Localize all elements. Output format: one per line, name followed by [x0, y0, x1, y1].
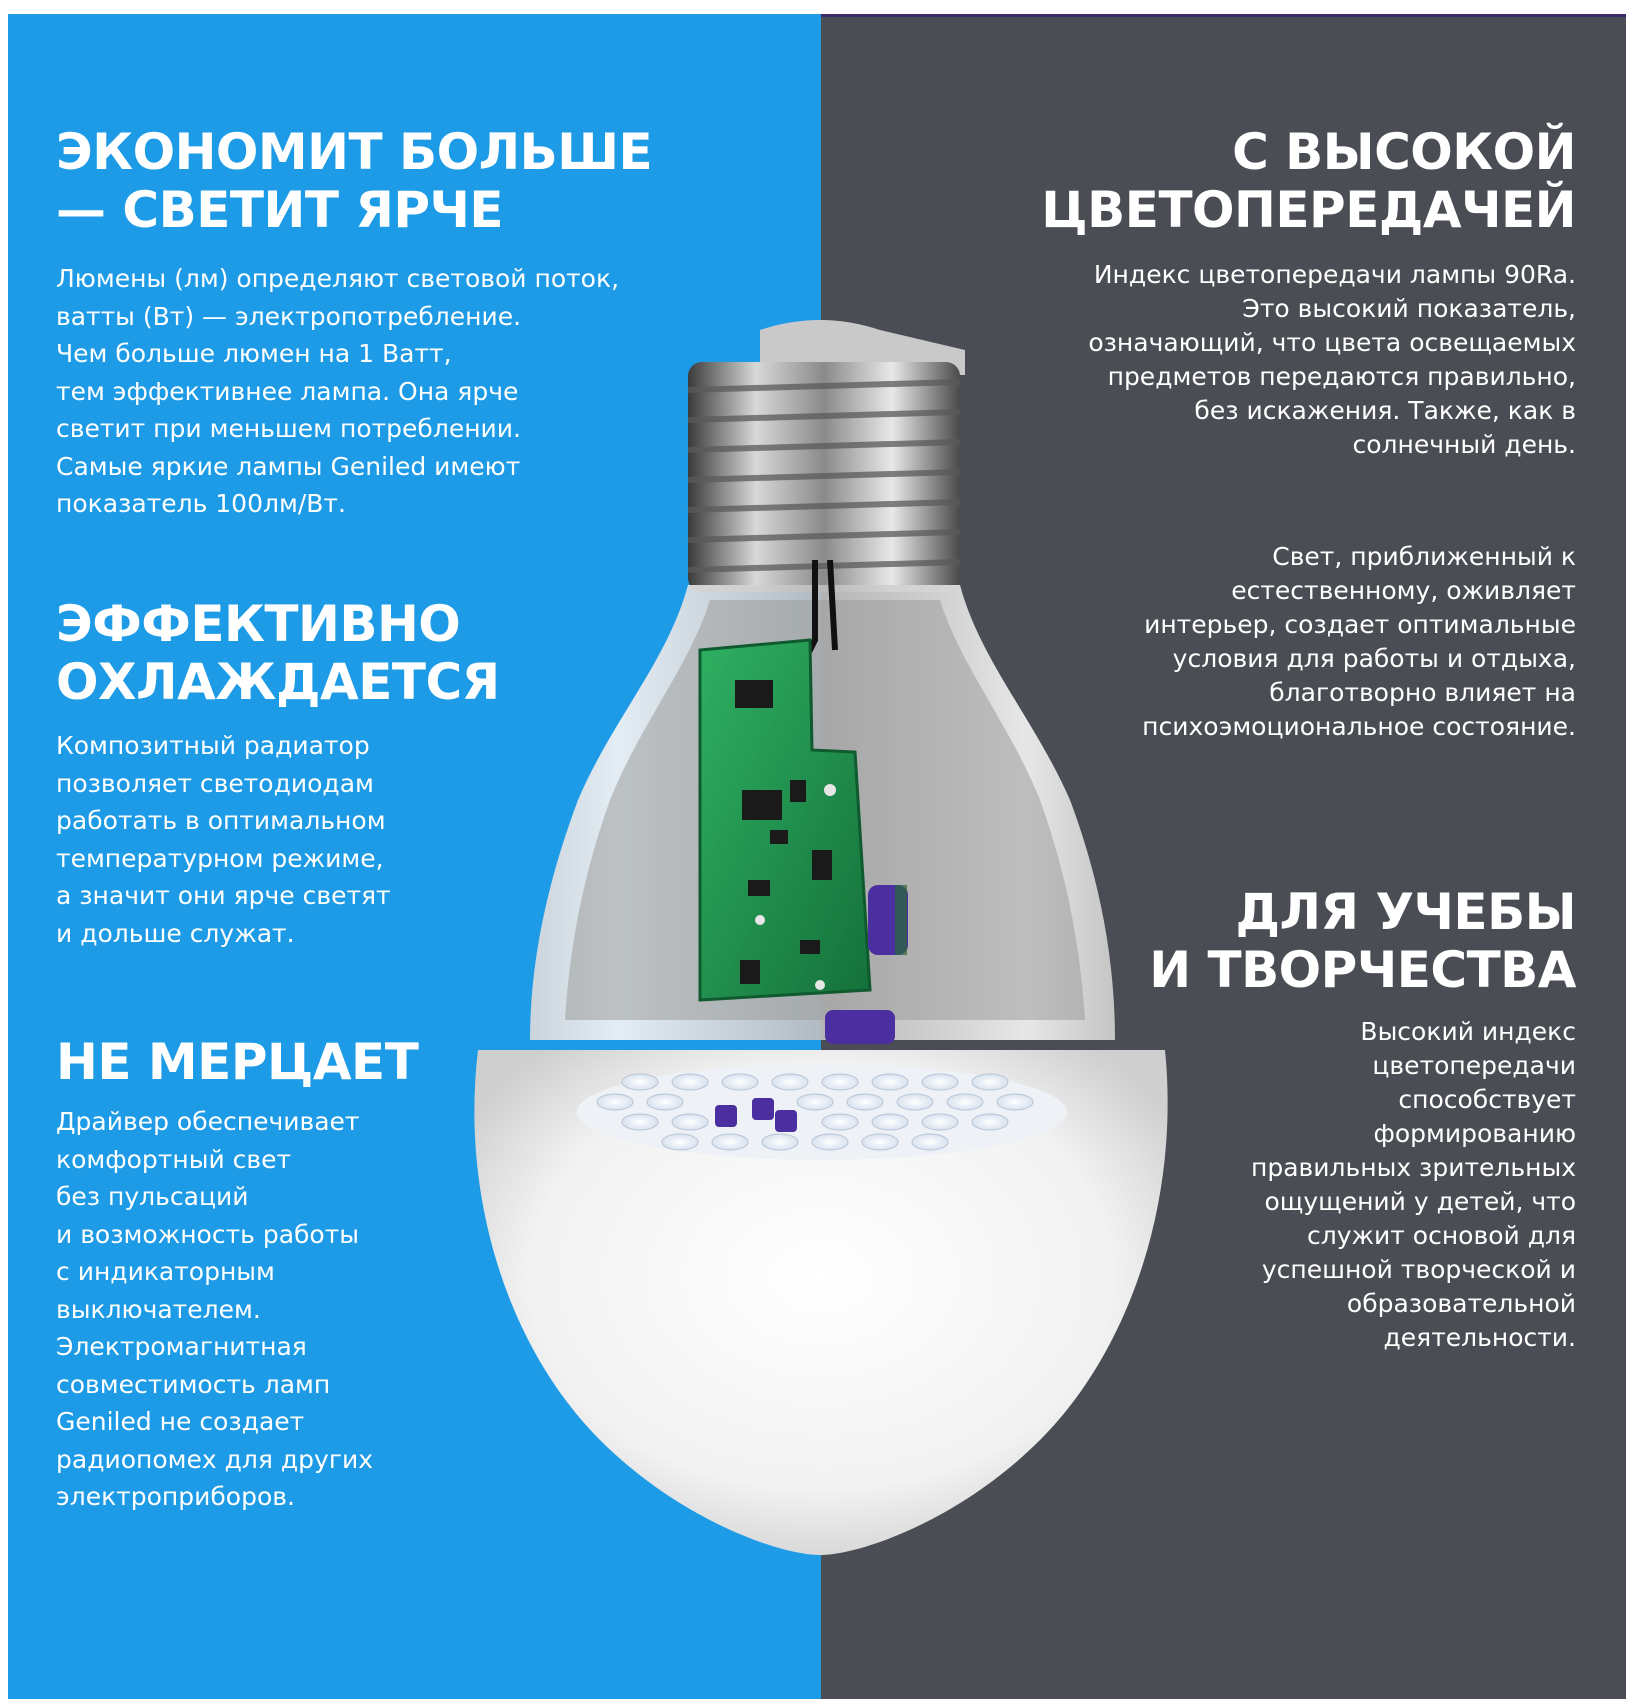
- body-cooling: Композитный радиатор позволяет светодиодам работать в оптимальном температурном режиме, а значит они ярче светят и дольше служат.: [56, 731, 391, 948]
- body-high-cri: Индекс цветопередачи лампы 90Ra. Это высокий показатель, означающий, что цвета освещаемых предметов передаются правильно, без искажения. Также, как в солнечный день.: [1088, 260, 1576, 459]
- body-saves-more: Люмены (лм) определяют световой поток, ватты (Вт) — электропотребление. Чем больше люмен на 1 Ватт, тем эффективнее лампа. Она ярче светит при меньшем потреблении. Самые яркие лампы Geniled имеют показатель 100лм/Вт.: [56, 264, 620, 518]
- heading-high-cri: С ВЫСОКОЙ ЦВЕТОПЕРЕДАЧЕЙ: [1041, 123, 1576, 239]
- body-study-creativity: Высокий индекс цветопередачи способствует формированию правильных зрительных ощущений у детей, что служит основой для успешной творческой и образовательной деятельности.: [1251, 1017, 1576, 1352]
- heading-saves-more: ЭКОНОМИТ БОЛЬШЕ — СВЕТИТ ЯРЧЕ: [56, 123, 653, 239]
- body-no-flicker: Драйвер обеспечивает комфортный свет без пульсаций и возможность работы с индикаторным выключателем. Электромагнитная совместимость ламп Geniled не создает радиопомех для других электроприборов.: [56, 1107, 374, 1511]
- body-natural-light: Свет, приближенный к естественному, оживляет интерьер, создает оптимальные условия для работы и отдыха, благотворно влияет на психоэмоциональное состояние.: [1142, 542, 1576, 741]
- heading-cooling: ЭФФЕКТИВНО ОХЛАЖДАЕТСЯ: [56, 595, 500, 711]
- heading-no-flicker: НЕ МЕРЦАЕТ: [56, 1033, 419, 1091]
- heading-study-creativity: ДЛЯ УЧЕБЫ И ТВОРЧЕСТВА: [1149, 883, 1576, 999]
